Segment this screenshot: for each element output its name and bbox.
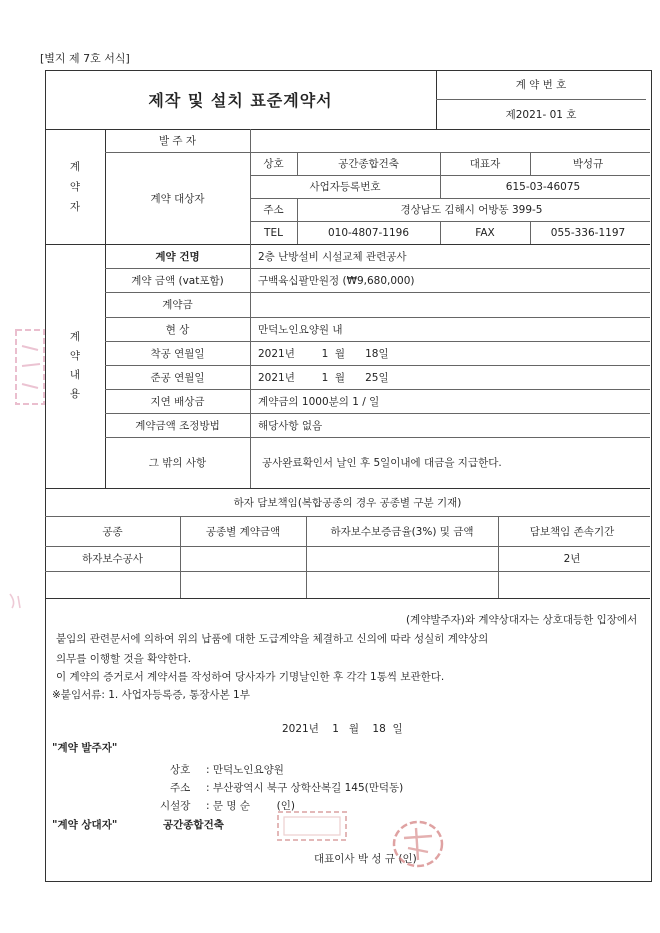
margin-mark-icon: [6, 590, 26, 612]
row-value-deposit: [258, 292, 646, 317]
warranty-header-period: 담보책임 존속기간: [529, 525, 615, 538]
warranty-cell-period: 2년: [563, 553, 581, 565]
warranty-cell-work: 하자보수공사: [82, 553, 143, 565]
row-value-start: 2021년 1 월 18일: [258, 347, 389, 360]
parties-side-label: 계 약 자: [69, 160, 81, 213]
counterpart-rep: 대표이사 박 성 규 (인): [314, 853, 417, 865]
fax-value: 055-336-1197: [550, 226, 626, 239]
row-value-amount: 구백육십팔만원정 (₩9,680,000): [258, 274, 415, 287]
rep-label: 대표자: [469, 158, 501, 170]
row-value-penalty: 계약금의 1000분의 1 / 일: [258, 395, 380, 408]
row-label-penalty: 지연 배상금: [150, 395, 205, 408]
company-value: 공간종합건축: [338, 158, 399, 170]
warranty-header-rate: 하자보수보증금율(3%) 및 금액: [330, 525, 474, 538]
row-label-subject: 계약 건명: [155, 250, 200, 263]
row-value-site: 만덕노인요양원 내: [258, 323, 343, 336]
row-label-start: 착공 연월일: [150, 347, 205, 360]
orderer-title: "계약 발주자": [52, 742, 118, 754]
addr-label: 주소: [263, 204, 284, 216]
warranty-header-amount: 공종별 계약금액: [205, 525, 281, 538]
orderer-name-value: : 만덕노인요양원: [206, 764, 284, 776]
bizno-value: 615-03-46075: [505, 180, 581, 193]
row-value-subject: 2층 난방설비 시설교체 관련공사: [258, 250, 407, 263]
row-label-adjust: 계약금액 조정방법: [135, 419, 220, 432]
contract-no-value: 제2021- 01 호: [505, 108, 577, 121]
warranty-cell-rate: [306, 546, 498, 571]
orderer-name-label: 상호: [170, 764, 191, 776]
counterpart-title: "계약 상대자": [52, 819, 118, 831]
row-label-deposit: 계약금: [162, 299, 193, 311]
warranty-cell-amount: [180, 546, 306, 571]
row-value-end: 2021년 1 월 25일: [258, 371, 389, 384]
seal-stamp-icon: [388, 818, 448, 870]
document-title: 제작 및 설치 표준계약서: [148, 91, 333, 110]
orderer-addr-label: 주소: [170, 782, 191, 794]
warranty-header-work: 공종: [102, 525, 123, 538]
bizno-label: 사업자등록번호: [309, 181, 381, 193]
tel-value: 010-4807-1196: [327, 226, 410, 239]
body-line-3: 의무를 이행할 것을 확약한다.: [56, 653, 192, 665]
rep-value: 박성규: [572, 158, 604, 170]
warranty-title: 하자 담보책임(복합공종의 경우 공종별 구분 기재): [233, 496, 462, 509]
tel-label: TEL: [264, 226, 283, 239]
body-line-5: ※붙임서류: 1. 사업자등록증, 통장사본 1부: [52, 689, 250, 701]
body-line-2: 붙임의 관련문서에 의하여 위의 납품에 대한 도급계약을 체결하고 신의에 따라 성실히 계약상의: [56, 633, 489, 645]
orderer-head-label: 시설장: [160, 800, 191, 812]
row-value-adjust: 해당사항 없음: [258, 419, 323, 432]
margin-stamp-icon: [10, 322, 50, 412]
contract-date: 2021년 1 월 18 일: [282, 723, 403, 735]
row-label-site: 현 상: [165, 323, 190, 336]
orderer-label: 발 주 자: [158, 135, 197, 147]
fax-label: FAX: [475, 226, 495, 239]
counterpart-company: 공간종합건축: [163, 819, 224, 831]
addr-value: 경상남도 김해시 어방동 399-5: [400, 204, 543, 216]
orderer-addr-value: : 부산광역시 북구 상학산복길 145(만덕동): [206, 782, 404, 794]
row-label-amount: 계약 금액 (vat포함): [131, 274, 224, 287]
counterpart-label: 계약 대상자: [150, 192, 205, 205]
body-line-1: (계약발주자)와 계약상대자는 상호대등한 입장에서: [406, 614, 638, 626]
row-label-other: 그 밖의 사항: [148, 457, 207, 469]
company-stamp-icon: [272, 806, 352, 846]
row-label-end: 준공 연월일: [150, 371, 205, 384]
contents-side-label: 계 약 내 용: [69, 331, 81, 400]
row-value-other: 공사완료확인서 날인 후 5일이내에 대금을 지급한다.: [262, 457, 502, 469]
form-label: [별지 제 7호 서식]: [40, 52, 130, 65]
company-label: 상호: [263, 158, 284, 170]
contract-no-label: 계 약 번 호: [515, 79, 567, 91]
orderer-head-value: : 문 명 순 (인): [206, 800, 296, 812]
body-line-4: 이 계약의 증거로서 계약서를 작성하여 당사자가 기명날인한 후 각각 1통씩 보관한다.: [56, 671, 445, 683]
